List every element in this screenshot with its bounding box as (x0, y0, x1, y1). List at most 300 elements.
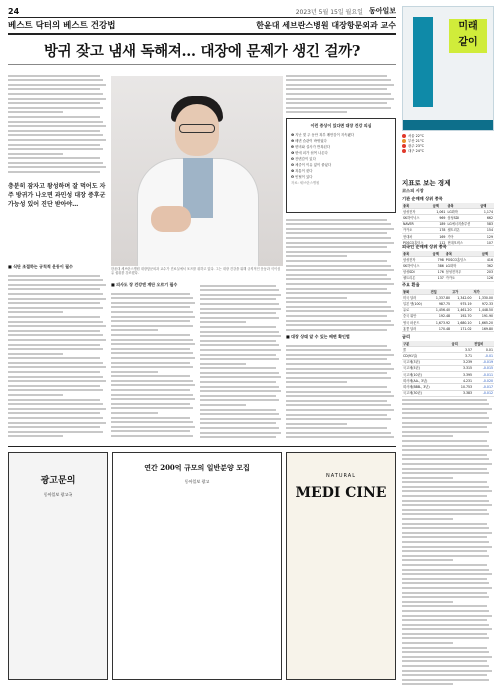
text-line (111, 320, 190, 322)
text-line (8, 279, 103, 281)
text-line (200, 335, 281, 337)
ad-right-title: MEDI CINE (295, 485, 387, 501)
infobox-title: 이런 증상이 있다면 대장 건강 의심 (310, 123, 372, 128)
table-header: 금액 (432, 251, 445, 257)
text-line (111, 339, 193, 341)
text-line (402, 463, 492, 465)
table-row (402, 275, 494, 281)
text-line (200, 354, 276, 356)
text-line (286, 386, 387, 388)
text-line (402, 527, 489, 529)
text-line (402, 587, 492, 589)
table-cell: 154 (479, 227, 494, 233)
text-line (8, 98, 106, 100)
weather-dot-icon (402, 144, 406, 148)
text-line (8, 293, 103, 295)
text-line (402, 550, 487, 552)
weather-value: 21°C (415, 139, 425, 143)
text-line (286, 368, 394, 370)
text-line (402, 660, 487, 662)
text-line (111, 325, 193, 327)
text-line (8, 153, 63, 155)
text-line (286, 324, 394, 326)
table-cell: 1,330.00 (473, 295, 495, 301)
table-cell: 129 (479, 233, 494, 239)
text-line (111, 375, 190, 377)
text-line (200, 289, 279, 291)
table-cell: 972.33 (473, 301, 495, 307)
table-cell: 콜 (402, 347, 451, 353)
text-line (286, 381, 347, 383)
text-line (111, 362, 190, 364)
text-line (8, 139, 106, 141)
text-line (200, 317, 279, 319)
rates-table (402, 341, 494, 397)
text-line (8, 79, 103, 81)
section-title: 베스트 닥터의 베스트 건강법 (8, 21, 116, 31)
table-cell: 176 (432, 269, 445, 275)
text-line (286, 260, 387, 262)
table-cell: 126 (481, 275, 494, 281)
table-cell: 국고채(10년) (402, 371, 451, 377)
table-cell: 3.71 (451, 353, 473, 359)
text-line (200, 298, 276, 300)
t1-title: 기관 순매매 상위 종목 (402, 196, 443, 201)
text-line (8, 116, 100, 118)
newspaper-name: 동아일보 (368, 6, 396, 15)
text-line (200, 363, 246, 365)
table-cell: 386 (432, 263, 445, 269)
weather-row (402, 149, 494, 154)
text-line (286, 75, 387, 77)
table-cell: 362 (481, 263, 494, 269)
mirae-logo: 미래 같이 (449, 19, 487, 53)
table-header: 고가 (451, 289, 472, 295)
ad-left-sub: 동아일보 광고국 (43, 492, 73, 497)
table-cell: 137 (432, 275, 445, 281)
text-line (200, 413, 279, 415)
table-cell: 0.01 (473, 347, 494, 353)
text-line (111, 384, 195, 386)
text-line (402, 481, 487, 483)
table-cell: 1,680.10 (451, 319, 472, 325)
text-line (402, 454, 487, 456)
article-column-4b (286, 216, 396, 332)
text-line (402, 431, 489, 433)
text-line (286, 427, 387, 429)
ad-middle[interactable] (112, 452, 282, 680)
text-line (286, 79, 391, 81)
table-cell: 셀트리온 (402, 275, 432, 281)
text-line (286, 377, 391, 379)
text-line (8, 275, 100, 277)
text-line (111, 311, 193, 313)
text-line (402, 564, 487, 566)
table-cell: POSCO홀딩스 (402, 240, 432, 246)
text-line (111, 366, 193, 368)
table-cell: 969 (432, 215, 447, 221)
text-line (402, 403, 489, 405)
page-number: 24 (8, 6, 20, 16)
text-line (8, 75, 100, 77)
text-line (286, 418, 391, 420)
text-line (286, 400, 387, 402)
text-line (402, 541, 489, 543)
table-cell: SK하이닉스 (402, 215, 432, 221)
text-line (286, 349, 391, 351)
table-cell: -0.017 (473, 384, 494, 390)
table-cell: 178 (432, 227, 447, 233)
text-line (286, 301, 387, 303)
weather-value: 23°C (415, 144, 425, 148)
t3-title: 주요 환율 (402, 282, 420, 287)
table-cell: LG화학 (446, 209, 479, 215)
infobox-note: 자료: 세브란스병원 (291, 181, 320, 185)
table-cell: 현대모비스 (446, 240, 479, 246)
table-cell: -0.01 (473, 353, 494, 359)
text-line (8, 302, 100, 304)
text-line (286, 372, 387, 374)
text-line (8, 417, 103, 419)
table-cell: 975.19 (451, 301, 472, 307)
text-line (8, 148, 103, 150)
text-line (402, 477, 453, 479)
mirae-banner[interactable] (402, 6, 494, 131)
text-line (286, 251, 391, 253)
text-line (402, 596, 489, 598)
table-header: 금액 (432, 203, 447, 209)
table-cell: 카카오 (402, 227, 432, 233)
text-line (111, 426, 195, 428)
text-line (402, 486, 489, 488)
text-line (200, 404, 246, 406)
text-line (286, 329, 387, 331)
text-line (402, 417, 489, 419)
text-line (286, 391, 391, 393)
text-line (402, 399, 487, 401)
table-header: 통화 (402, 289, 430, 295)
table-cell: 1,461.20 (451, 307, 472, 313)
text-line (402, 665, 489, 667)
text-line (402, 642, 453, 644)
table-cell: -0.020 (473, 378, 494, 384)
text-line (8, 134, 103, 136)
table-cell: 1,665.20 (473, 319, 495, 325)
text-line (286, 297, 347, 299)
text-line (286, 363, 391, 365)
text-line (286, 228, 394, 230)
table-cell: 일본 엔(100) (402, 301, 430, 307)
text-line (286, 242, 394, 244)
table-cell: 987.75 (430, 301, 451, 307)
photo-caption: 한윤대 세브란스병원 대장항문외과 교수가 진료실에서 포즈를 취하고 있다. 그는 대장 건강을 위해 규칙적인 운동과 식이섬유 섭취를 강조했다. (111, 267, 281, 275)
text-line (8, 171, 100, 173)
fx-table (402, 289, 494, 332)
text-line (402, 523, 487, 525)
text-line (111, 407, 193, 409)
table-cell: 기아 (446, 233, 479, 239)
text-line (286, 409, 394, 411)
table-cell: 1,174 (479, 209, 494, 215)
text-line (8, 157, 100, 159)
text-line (402, 435, 453, 437)
text-line (8, 307, 103, 309)
text-line (402, 628, 492, 630)
text-line (402, 674, 487, 676)
text-line (8, 353, 63, 355)
text-line (200, 331, 279, 333)
text-line (8, 371, 100, 373)
text-line (402, 651, 489, 653)
text-line (200, 395, 276, 397)
infobox-item: ❼ 복통이 잦다 (291, 169, 313, 173)
infobox-list (291, 132, 391, 180)
text-line (111, 348, 190, 350)
text-line (111, 412, 158, 414)
ad-right-sub: NATURAL (326, 473, 356, 479)
text-line (8, 362, 103, 364)
text-line (402, 495, 487, 497)
market-title: 지표로 보는 경제 (402, 179, 451, 187)
text-line (286, 292, 391, 294)
text-line (111, 293, 190, 295)
text-line (402, 518, 453, 520)
table-cell: 삼성SDI (446, 215, 479, 221)
table-cell: 카카오 (445, 275, 481, 281)
table-cell: 3.57 (451, 347, 473, 353)
text-line (8, 435, 63, 437)
text-line (286, 246, 387, 248)
text-line (8, 408, 106, 410)
text-line (286, 306, 391, 308)
table-cell: 회사채(BBB-, 3년) (402, 384, 451, 390)
text-line (8, 366, 106, 368)
text-line (111, 302, 195, 304)
text-line (402, 504, 492, 506)
institution-table (402, 203, 494, 246)
text-line (200, 436, 276, 438)
text-line (402, 578, 487, 580)
table-cell: 셀트리온 (446, 227, 479, 233)
article-column-4 (286, 72, 396, 116)
text-line (286, 283, 394, 285)
weather-city: 광주 (408, 144, 416, 148)
text-line (402, 412, 487, 414)
text-line (8, 288, 100, 290)
table-cell: 3.395 (451, 371, 473, 377)
foreigner-table (402, 251, 494, 282)
text-line (286, 223, 391, 225)
article-column-2 (111, 290, 197, 440)
text-line (111, 435, 193, 437)
text-line (8, 380, 106, 382)
text-line (200, 422, 276, 424)
table-cell: 10.753 (451, 384, 473, 390)
text-line (111, 352, 193, 354)
text-line (8, 166, 106, 168)
table-cell: 107 (479, 240, 494, 246)
table-cell: 1,456.40 (430, 307, 451, 313)
t4-title: 금리 (402, 334, 411, 339)
text-line (286, 432, 391, 434)
table-header: 전일 (430, 289, 451, 295)
sidebar (402, 6, 494, 686)
symptom-infobox (286, 118, 396, 213)
text-line (111, 297, 193, 299)
text-line (8, 412, 100, 414)
table-cell: 1,673.92 (430, 319, 451, 325)
text-line (402, 683, 453, 685)
subhead-3: ■ 대장 상태 알 수 있는 배변 확인법 (286, 334, 350, 339)
table-cell: LG에너지솔루션 (446, 221, 479, 227)
text-line (286, 395, 394, 397)
section-bar (8, 18, 396, 32)
text-line (200, 340, 276, 342)
weather-city: 서울 (408, 134, 416, 138)
doctor-photo (111, 76, 283, 266)
subhead-2: ■ 의사도 장 건강엔 계단 오르기 필수 (111, 282, 178, 287)
text-line (402, 605, 487, 607)
headline: 방귀 잦고 냄새 독해져… 대장에 문제가 생긴 걸까? (43, 43, 361, 60)
table-cell: 삼성전자우 (445, 269, 481, 275)
table-header: 종목 (402, 251, 432, 257)
text-line (402, 619, 487, 621)
text-line (286, 265, 391, 267)
text-line (8, 325, 106, 327)
text-line (286, 436, 394, 438)
headline-rule (8, 64, 396, 65)
table-header: 종목 (402, 203, 432, 209)
ad-right[interactable] (286, 452, 396, 680)
table-cell: SK하이닉스 (402, 263, 432, 269)
ad-left[interactable] (8, 452, 108, 680)
infobox-item: ❽ 빈혈이 있다 (291, 175, 313, 179)
text-line (111, 334, 190, 336)
table-cell: -0.012 (473, 390, 494, 396)
table-cell: 112 (432, 240, 447, 246)
text-line (8, 130, 100, 132)
text-line (402, 592, 487, 594)
table-cell: 3.239 (451, 359, 473, 365)
text-line (111, 371, 158, 373)
text-line (402, 546, 492, 548)
text-line (200, 349, 281, 351)
text-line (286, 278, 391, 280)
table-cell: 169.80 (473, 326, 495, 332)
text-line (8, 162, 103, 164)
table-cell: 192.70 (451, 313, 472, 319)
table-cell: 중국 위안 (402, 313, 430, 319)
text-line (402, 426, 487, 428)
banner-bar (413, 17, 433, 107)
text-line (8, 144, 100, 146)
table-header: 종목 (446, 203, 479, 209)
infobox-item: ❶ 지난 몇 주 동안 복부 팽만감이 지속됐다 (291, 133, 354, 137)
article-column-1b (8, 272, 108, 440)
text-line (402, 513, 489, 515)
text-line (8, 403, 103, 405)
text-line (8, 107, 103, 109)
text-line (111, 316, 195, 318)
text-line (8, 385, 100, 387)
table-cell: 1,342.00 (451, 295, 472, 301)
text-line (8, 348, 103, 350)
text-line (286, 423, 347, 425)
text-line (8, 431, 103, 433)
text-line (402, 615, 492, 617)
table-cell: POSCO홀딩스 (445, 257, 481, 263)
text-line (200, 303, 279, 305)
text-line (286, 98, 394, 100)
table-cell: 171.02 (451, 326, 472, 332)
text-line (200, 376, 281, 378)
issue-date: 2023년 5월 15일 월요일 (295, 8, 363, 16)
text-line (286, 315, 387, 317)
ad-rule (8, 446, 396, 447)
table-cell: 192.48 (430, 313, 451, 319)
section-byline: 한윤대 세브란스병원 대장항문외과 교수 (256, 20, 396, 30)
text-line (286, 358, 387, 360)
table-cell: 유로 (402, 307, 430, 313)
text-line (111, 394, 193, 396)
table-cell: 국고채(5년) (402, 365, 451, 371)
banner-footer (403, 120, 493, 130)
text-line (402, 573, 492, 575)
table-header: 금리 (451, 341, 473, 347)
text-line (111, 430, 190, 432)
text-line (402, 637, 489, 639)
text-line (111, 403, 190, 405)
infobox-item: ❹ 변에 피가 섞여 나온다 (291, 151, 328, 155)
text-line (402, 509, 487, 511)
table-cell: 홍콩 달러 (402, 326, 430, 332)
text-line (402, 555, 489, 557)
text-line (8, 284, 106, 286)
table-cell: LG화학 (445, 263, 481, 269)
text-line (200, 399, 279, 401)
section-rule (8, 33, 396, 35)
text-line (8, 394, 63, 396)
text-line (200, 432, 281, 434)
text-line (200, 344, 279, 346)
text-line (402, 601, 453, 603)
text-line (8, 316, 100, 318)
text-line (402, 647, 487, 649)
text-line (286, 414, 387, 416)
text-line (200, 390, 281, 392)
table-cell: 191.90 (473, 313, 495, 319)
table-header: 종목 (445, 251, 481, 257)
text-line (402, 490, 492, 492)
table-cell: -0.019 (473, 359, 494, 365)
text-line (8, 93, 103, 95)
text-line (8, 344, 100, 346)
text-line (8, 389, 103, 391)
text-line (200, 285, 276, 287)
text-line (8, 321, 103, 323)
table-cell: NAVER (402, 221, 432, 227)
table-cell: 169 (432, 233, 447, 239)
infobox-item: ❻ 체중이 이유 없이 줄었다 (291, 163, 332, 167)
text-line (286, 84, 394, 86)
text-line (402, 536, 487, 538)
text-line (402, 500, 489, 502)
weather-dot-icon (402, 139, 406, 143)
ad-middle-title: 연간 200억 규모의 일반분양 모집 (144, 463, 250, 472)
text-line (402, 440, 487, 442)
text-line (402, 569, 489, 571)
table-cell: 583 (479, 221, 494, 227)
